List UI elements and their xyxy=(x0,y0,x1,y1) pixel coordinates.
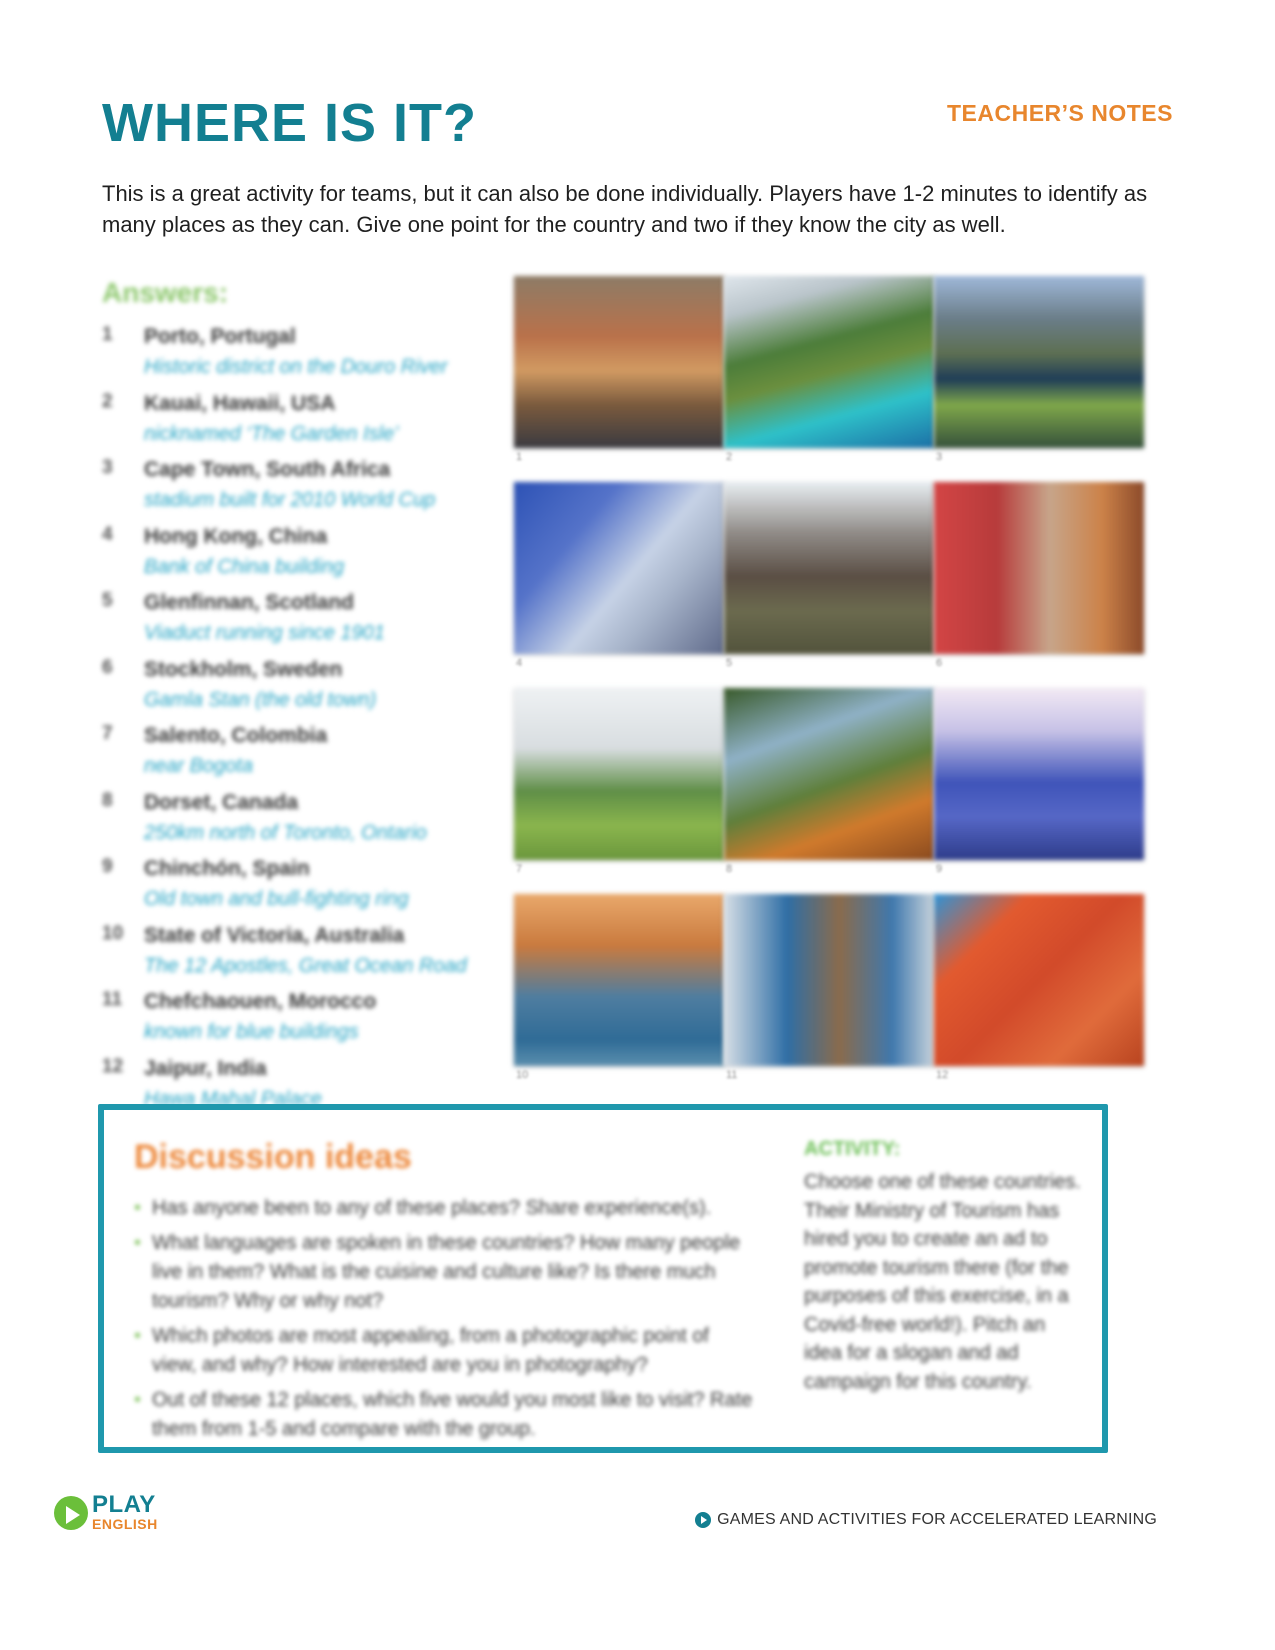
answer-place: State of Victoria, Australia xyxy=(144,923,405,947)
answer-place: Chefchaouen, Morocco xyxy=(144,990,377,1013)
discussion-item: • Which photos are most appealing, from a photographic point of view, and why? How interested are you in photography? xyxy=(134,1322,754,1380)
photo-kauai xyxy=(724,276,934,448)
answer-list xyxy=(102,322,502,1120)
answer-place: Glenfinnan, Scotland xyxy=(144,591,355,614)
photo-cell xyxy=(724,894,934,1084)
answer-note: Gamla Stan (the old town) xyxy=(144,688,377,711)
answer-place: Jaipur, India xyxy=(144,1056,267,1080)
answer-number: 5 xyxy=(102,590,113,611)
section-label: TEACHER’S NOTES xyxy=(946,100,1173,126)
answer-place: Salento, Colombia xyxy=(144,724,328,747)
answer-place: Kauai, Hawaii, USA xyxy=(144,391,336,415)
photo-number: 9 xyxy=(936,863,943,875)
photo-stockholm xyxy=(934,482,1144,654)
photo-number: 3 xyxy=(936,451,943,463)
photo-number: 2 xyxy=(726,451,733,463)
discussion-item: • Has anyone been to any of these places? Share experience(s). xyxy=(134,1194,754,1223)
discussion-box xyxy=(98,1104,1108,1453)
answer-place: Porto, Portugal xyxy=(144,325,296,348)
logo-play-text: PLAY xyxy=(92,1491,156,1518)
answer-item xyxy=(102,921,502,988)
answer-item xyxy=(102,322,502,389)
answer-item xyxy=(102,721,502,788)
answer-number: 7 xyxy=(102,723,113,744)
answer-item xyxy=(102,522,502,589)
photo-number: 6 xyxy=(936,657,943,669)
answer-note: near Bogota xyxy=(144,755,253,777)
photo-cell xyxy=(514,688,724,878)
discussion-list xyxy=(134,1194,754,1450)
logo-english-text: ENGLISH xyxy=(92,1516,158,1532)
answer-item xyxy=(102,588,502,655)
answer-number: 3 xyxy=(102,457,113,478)
photo-dorset xyxy=(724,688,934,860)
photo-cell xyxy=(514,894,724,1084)
answer-note: 250km north of Toronto, Ontario xyxy=(144,821,427,844)
photo-number: 7 xyxy=(516,863,523,875)
play-circle-icon xyxy=(695,1512,711,1528)
photo-cell xyxy=(724,688,934,878)
answer-number: 1 xyxy=(102,324,113,345)
answer-place: Stockholm, Sweden xyxy=(144,657,343,681)
answer-item xyxy=(102,854,502,921)
answer-number: 4 xyxy=(102,523,113,545)
answers-heading: Answers: xyxy=(102,277,229,308)
discussion-item: • What languages are spoken in these countries? How many people live in them? What is the cuisine and culture like? Is there much tourism? Why or why not? xyxy=(134,1229,754,1316)
photo-cell xyxy=(514,276,724,466)
answer-place: Cape Town, South Africa xyxy=(144,458,391,481)
intro-paragraph: This is a great activity for teams, but it can also be done individually. Players have 1-2 minutes to identify as many places as they can. Give one point for the country and two if they know the city as well. xyxy=(102,181,1148,237)
photo-number: 4 xyxy=(516,657,523,669)
photo-number: 11 xyxy=(726,1069,738,1081)
photo-porto xyxy=(514,276,724,448)
footer-tagline-text: GAMES AND ACTIVITIES FOR ACCELERATED LEARNING xyxy=(717,1511,1157,1528)
photo-cell xyxy=(934,894,1144,1084)
activity-panel xyxy=(804,1136,1084,1396)
discussion-title: Discussion ideas xyxy=(134,1138,412,1176)
photo-cell xyxy=(724,276,934,466)
answer-item xyxy=(102,655,502,722)
answer-note: Old town and bull-fighting ring xyxy=(144,888,409,910)
answer-number: 9 xyxy=(102,856,113,877)
photo-cell xyxy=(724,482,934,672)
answer-note: Hawa Mahal Palace xyxy=(144,1087,322,1110)
play-english-logo xyxy=(54,1491,174,1534)
answer-note: known for blue buildings xyxy=(144,1021,359,1043)
answer-note: Historic district on the Douro River xyxy=(144,356,448,378)
page-title: WHERE IS IT? xyxy=(102,93,477,153)
answer-item xyxy=(102,788,502,855)
photo-number: 8 xyxy=(726,863,733,875)
photo-glenfinnan xyxy=(724,482,934,654)
photo-cell xyxy=(514,482,724,672)
photo-jaipur xyxy=(934,894,1144,1066)
answer-note: nicknamed ‘The Garden Isle’ xyxy=(144,422,399,445)
answer-number: 8 xyxy=(102,789,113,811)
answer-number: 6 xyxy=(102,656,113,678)
photo-number: 12 xyxy=(936,1069,949,1081)
answer-number: 11 xyxy=(102,989,123,1010)
activity-text: Choose one of these countries. Their Ministry of Tourism has hired you to create an ad to promote tourism there (for the purposes of this exercise, in a Covid-free world!). Pitch an idea for a slogan and ad campaign for this country. xyxy=(804,1171,1081,1393)
photo-cell xyxy=(934,688,1144,878)
photo-chefchaouen xyxy=(724,894,934,1066)
answer-note: Bank of China building xyxy=(144,555,345,578)
answer-item xyxy=(102,389,502,456)
discussion-item: • Out of these 12 places, which five would you most like to visit? Rate them from 1-5 and compare with the group. xyxy=(134,1386,754,1444)
photo-number: 10 xyxy=(516,1069,529,1081)
play-icon xyxy=(54,1496,88,1530)
footer-tagline xyxy=(695,1511,1157,1529)
photo-number: 5 xyxy=(726,657,733,669)
photo-salento xyxy=(514,688,724,860)
answer-note: stadium built for 2010 World Cup xyxy=(144,489,436,511)
photo-cell xyxy=(934,482,1144,672)
answer-item xyxy=(102,455,502,522)
photo-hong-kong xyxy=(514,482,724,654)
answer-place: Dorset, Canada xyxy=(144,790,299,814)
photo-chinchon xyxy=(934,688,1144,860)
photo-cape-town xyxy=(934,276,1144,448)
activity-heading: ACTIVITY: xyxy=(804,1138,901,1160)
answer-place: Hong Kong, China xyxy=(144,524,328,548)
answer-place: Chinchón, Spain xyxy=(144,857,310,880)
answer-note: Viaduct running since 1901 xyxy=(144,622,385,644)
photo-cell xyxy=(934,276,1144,466)
answer-number: 12 xyxy=(102,1055,124,1077)
answer-item xyxy=(102,987,502,1054)
answer-number: 2 xyxy=(102,390,113,412)
answer-note: The 12 Apostles, Great Ocean Road xyxy=(144,954,467,977)
answers-panel xyxy=(102,276,502,1120)
photo-victoria xyxy=(514,894,724,1066)
answer-number: 10 xyxy=(102,922,124,944)
photo-number: 1 xyxy=(516,451,523,463)
